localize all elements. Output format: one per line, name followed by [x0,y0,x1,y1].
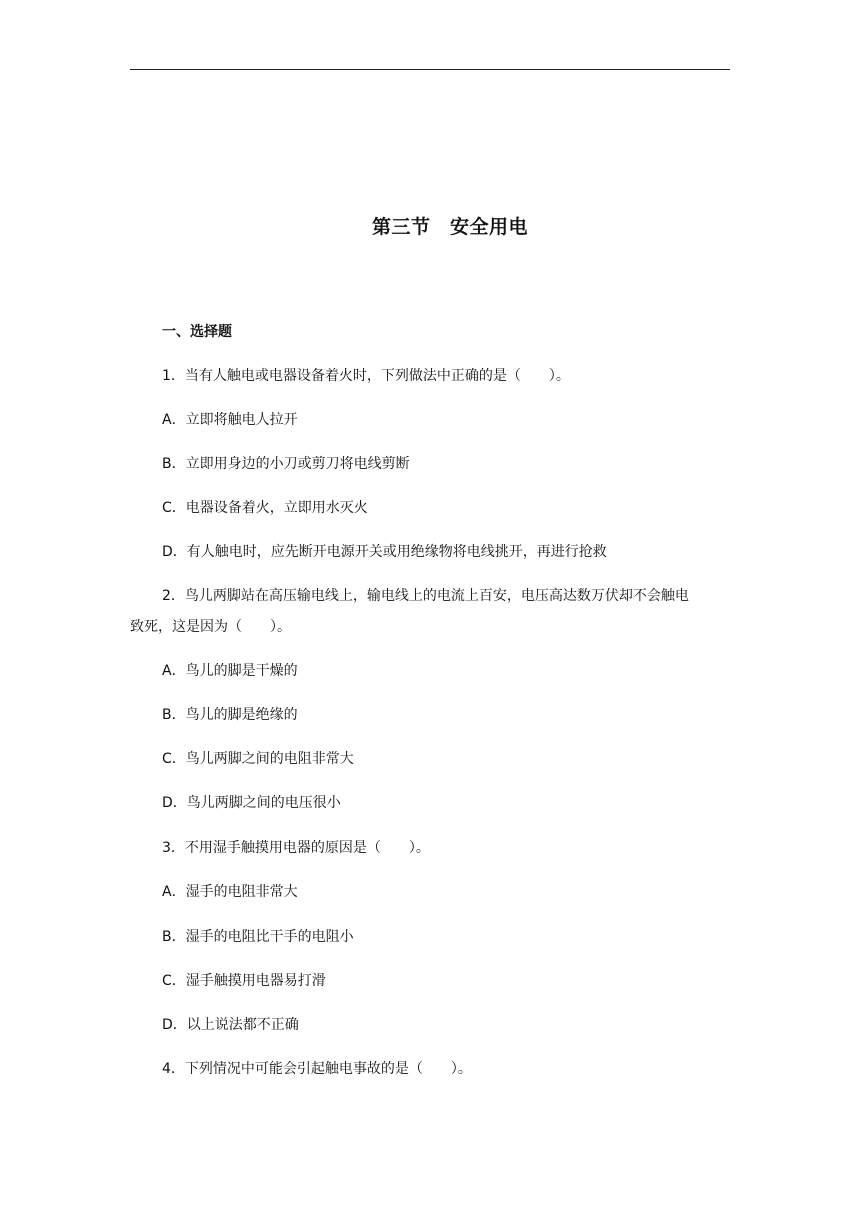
section-heading: 一、选择题 [162,324,232,340]
question-2-option-c: C．鸟儿两脚之间的电阻非常大 [162,751,354,767]
question-1-option-b: B．立即用身边的小刀或剪刀将电线剪断 [162,456,410,472]
question-2-option-d: D．鸟儿两脚之间的电压很小 [162,795,341,811]
question-1-stem: 1．当有人触电或电器设备着火时，下列做法中正确的是（ ）。 [162,368,570,384]
question-4-stem: 4．下列情况中可能会引起触电事故的是（ ）。 [162,1061,472,1077]
question-2-stem-continued: 致死，这是因为（ ）。 [130,619,291,635]
question-3-option-a: A．湿手的电阻非常大 [162,884,298,900]
question-3-option-d: D．以上说法都不正确 [162,1017,299,1033]
page-title: 第三节 安全用电 [371,216,528,238]
question-3-option-c: C．湿手触摸用电器易打滑 [162,973,326,989]
question-2-stem: 2．鸟儿两脚站在高压输电线上，输电线上的电流上百安，电压高达数万伏却不会触电 [162,588,689,604]
question-1-option-c: C．电器设备着火，立即用水灭火 [162,500,368,516]
header-rule [130,69,730,70]
question-3-stem: 3．不用湿手触摸用电器的原因是（ ）。 [162,840,430,856]
question-1-option-a: A．立即将触电人拉开 [162,412,298,428]
question-1-option-d: D．有人触电时，应先断开电源开关或用绝缘物将电线挑开，再进行抢救 [162,544,607,560]
question-2-option-b: B．鸟儿的脚是绝缘的 [162,707,298,723]
question-2-option-a: A．鸟儿的脚是干燥的 [162,663,298,679]
question-3-option-b: B．湿手的电阻比干手的电阻小 [162,929,354,945]
